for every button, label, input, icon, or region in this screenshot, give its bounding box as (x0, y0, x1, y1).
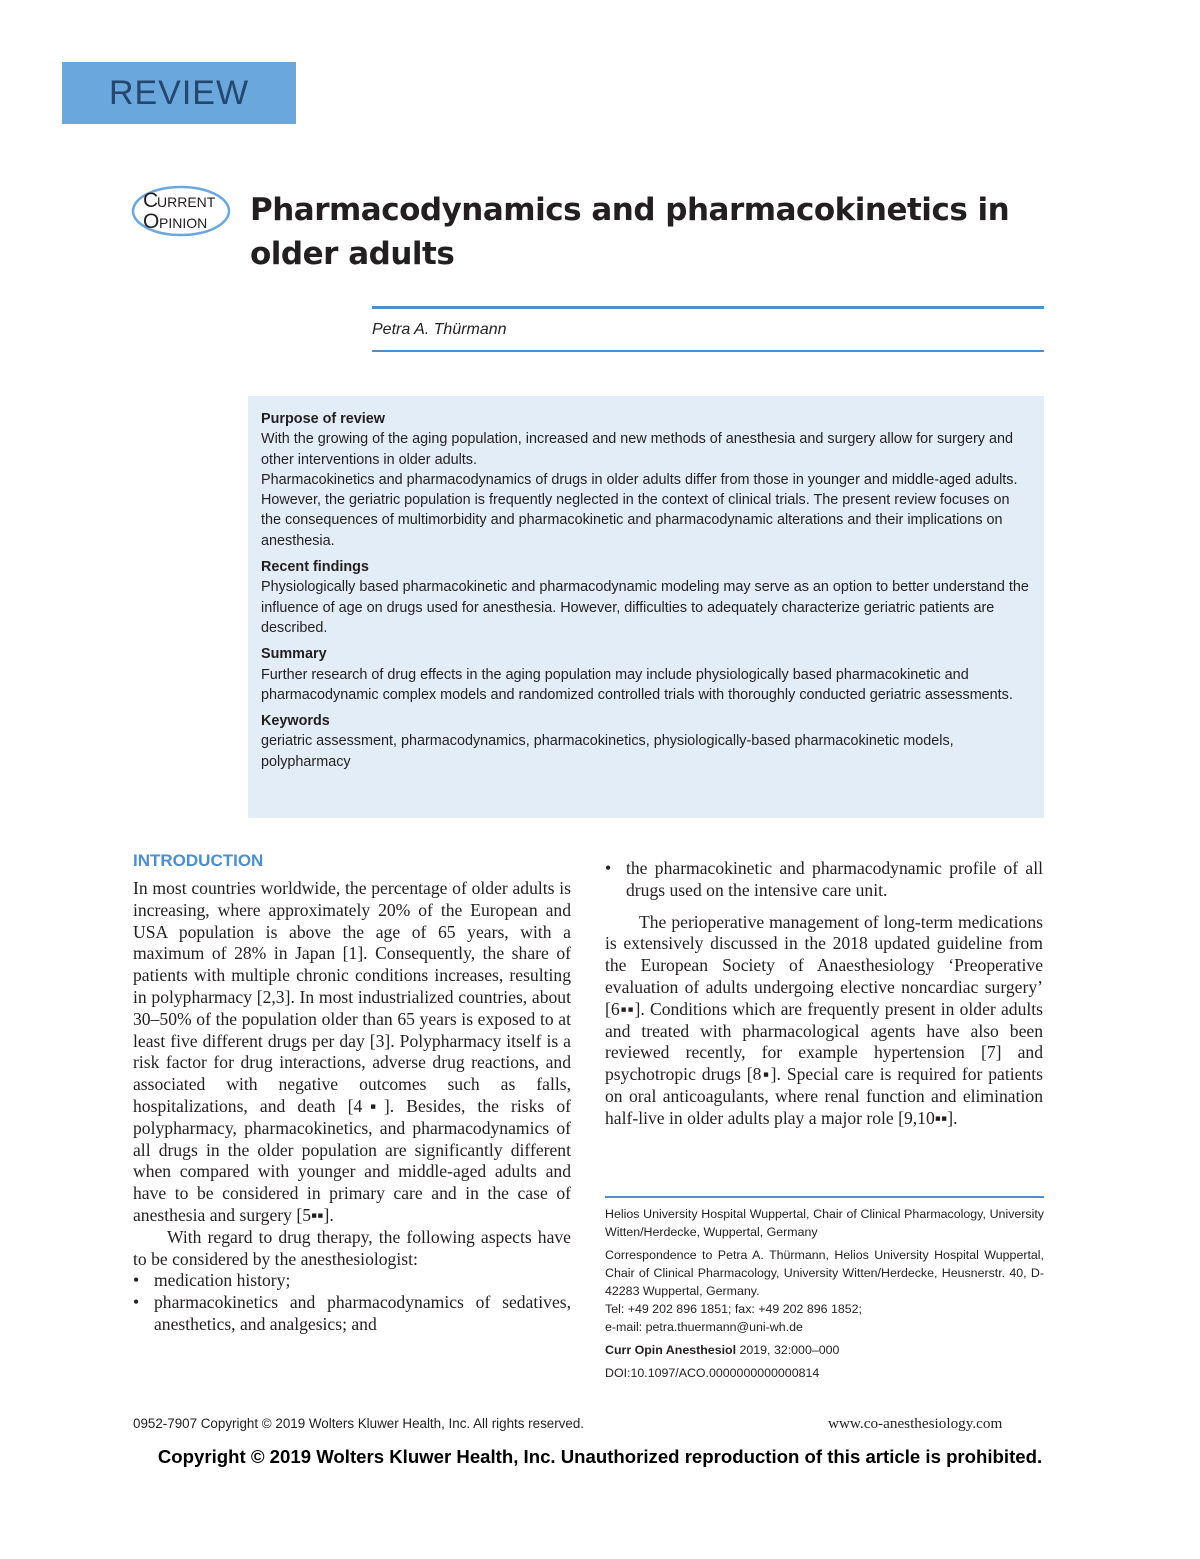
logo-line1: URRENT (157, 194, 216, 210)
author-rule-bottom (372, 350, 1044, 352)
review-banner (62, 62, 296, 124)
article-title: Pharmacodynamics and pharmacokinetics in older adults (250, 192, 1010, 272)
purpose-heading: Purpose of review (261, 411, 385, 427)
author-rule-top (372, 306, 1044, 309)
logo-line2: PINION (159, 215, 208, 231)
affiliation-rule (605, 1196, 1044, 1198)
list-item: • the pharmacokinetic and pharmacodynamic profile of all drugs used on the intensive care unit. (605, 858, 1043, 900)
findings-paragraph: Physiologically based pharmacokinetic and pharmacodynamic modeling may serve as an option to better understand the influence of age on drugs used for anesthesia. However, difficulties to adequately characterize geriatric patients are described. (261, 579, 1029, 636)
purpose-paragraph-2: Pharmacokinetics and pharmacodynamics of drugs in older adults differ from those in younger and middle-aged adults. However, the geriatric population is frequently neglected in the context of clinical trials. The present review focuses on the consequences of multimorbidity and pharmacokinetic and pharmacodynamic alterations and their implications on anesthesia. (261, 471, 1018, 549)
intro-paragraph-2: With regard to drug therapy, the following aspects have to be considered by the anesthesiologist: (133, 1226, 571, 1269)
svg-text:O: O (143, 210, 160, 233)
purpose-paragraph-1: With the growing of the aging population, increased and new methods of anesthesia and surgery allow for surgery and other interventions in older adults. (261, 431, 1013, 468)
current-opinion-logo (131, 185, 231, 237)
list-item: • medication history; (133, 1270, 291, 1291)
affiliation-block (605, 1205, 1044, 1387)
review-label: REVIEW (108, 73, 250, 112)
body-column-right (605, 858, 1043, 1130)
findings-heading: Recent findings (261, 559, 369, 576)
copyright-notice: Copyright © 2019 Wolters Kluwer Health, Inc. Unauthorized reproduction of this article is prohibited. (157, 1446, 1043, 1467)
citation-line (605, 1341, 1044, 1359)
bullet-text-2: pharmacokinetics and pharmacodynamics of sedatives, anesthetics, and analgesics; and (154, 1292, 571, 1334)
abstract-box (248, 396, 1044, 818)
svg-text:C: C (143, 189, 159, 212)
bullet-text-1: medication history; (154, 1270, 291, 1291)
footer-copyright: 0952-7907 Copyright © 2019 Wolters Kluwer Health, Inc. All rights reserved. (133, 1416, 584, 1431)
author-name: Petra A. Thürmann (372, 321, 507, 338)
keywords-heading: Keywords (261, 713, 330, 730)
aspects-list-continued (605, 858, 1043, 902)
list-item: • pharmacokinetics and pharmacodynamics of sedatives, anesthetics, and analgesics; and (133, 1292, 571, 1334)
introduction-heading: INTRODUCTION (133, 851, 264, 870)
intro-paragraph-1: In most countries worldwide, the percentage of older adults is increasing, where approximately 20% of the European and USA population is above the age of 65 years, with a maximum of 28% in Japan [1]. Consequently, the share of patients with multiple chronic conditions increases, resulting in polypharmacy [2,3]. In most industrialized countries, about 30–50% of the population older than 65 years is exposed to at least five different drugs per day [3]. Polypharmacy itself is a risk factor for drug interactions, adverse drug reactions, and associated with negative outcomes such as falls, hospitalizations, and death [4▪]. Besides, the risks of polypharmacy, pharmacokinetics, and pharmacodynamics of all drugs in the older population are significantly different when compared with younger and middle-aged adults and have to be considered in primary care and in the case of anesthesia and surgery [5▪▪]. (133, 878, 571, 1225)
contact-text: Tel: +49 202 896 1851; fax: +49 202 896 1852; (605, 1302, 862, 1316)
institution-text: Helios University Hospital Wuppertal, Chair of Clinical Pharmacology, University Witten/Herdecke, Wuppertal, Germany (605, 1207, 1044, 1239)
journal-name: Curr Opin Anesthesiol (605, 1343, 737, 1357)
intro-paragraph-3: The perioperative management of long-term medications is extensively discussed in the 2018 updated guideline from the European Society of Anaesthesiology ‘Preoperative evaluation of adults undergoing elective noncardiac surgery’ [6▪▪]. Conditions which are frequently present in older adults and treated with pharmacological agents have also been reviewed recently, for example hypertension [7] and psychotropic drugs [8▪]. Special care is required for patients on oral anticoagulants, where renal function and elimination half-live in older adults play a major role [9,10▪▪]. (605, 911, 1043, 1128)
keywords-paragraph: geriatric assessment, pharmacodynamics, pharmacokinetics, physiologically-based pharmacokinetic models, polypharmacy (261, 733, 954, 770)
summary-paragraph: Further research of drug effects in the aging population may include physiologically based pharmacokinetic and pharmacodynamic complex models and randomized controlled trials with thoroughly conducted geriatric assessments. (261, 666, 1013, 703)
bullet-text-3: the pharmacokinetic and pharmacodynamic profile of all drugs used on the intensive care unit. (626, 858, 1043, 900)
doi-text: DOI:10.1097/ACO.0000000000000814 (605, 1366, 820, 1380)
email-text: e-mail: petra.thuermann@uni-wh.de (605, 1320, 803, 1334)
summary-heading: Summary (261, 646, 327, 663)
citation-text: 2019, 32:000–000 (736, 1343, 840, 1357)
footer-website: www.co-anesthesiology.com (828, 1415, 1003, 1432)
correspondence-text: Correspondence to Petra A. Thürmann, Helios University Hospital Wuppertal, Chair of Clinical Pharmacology, University Witten/Herdecke, Heusnerstr. 40, D-42283 Wuppertal, Germany. (605, 1248, 1044, 1298)
aspects-list (133, 1270, 571, 1335)
body-column-left (133, 850, 571, 1336)
